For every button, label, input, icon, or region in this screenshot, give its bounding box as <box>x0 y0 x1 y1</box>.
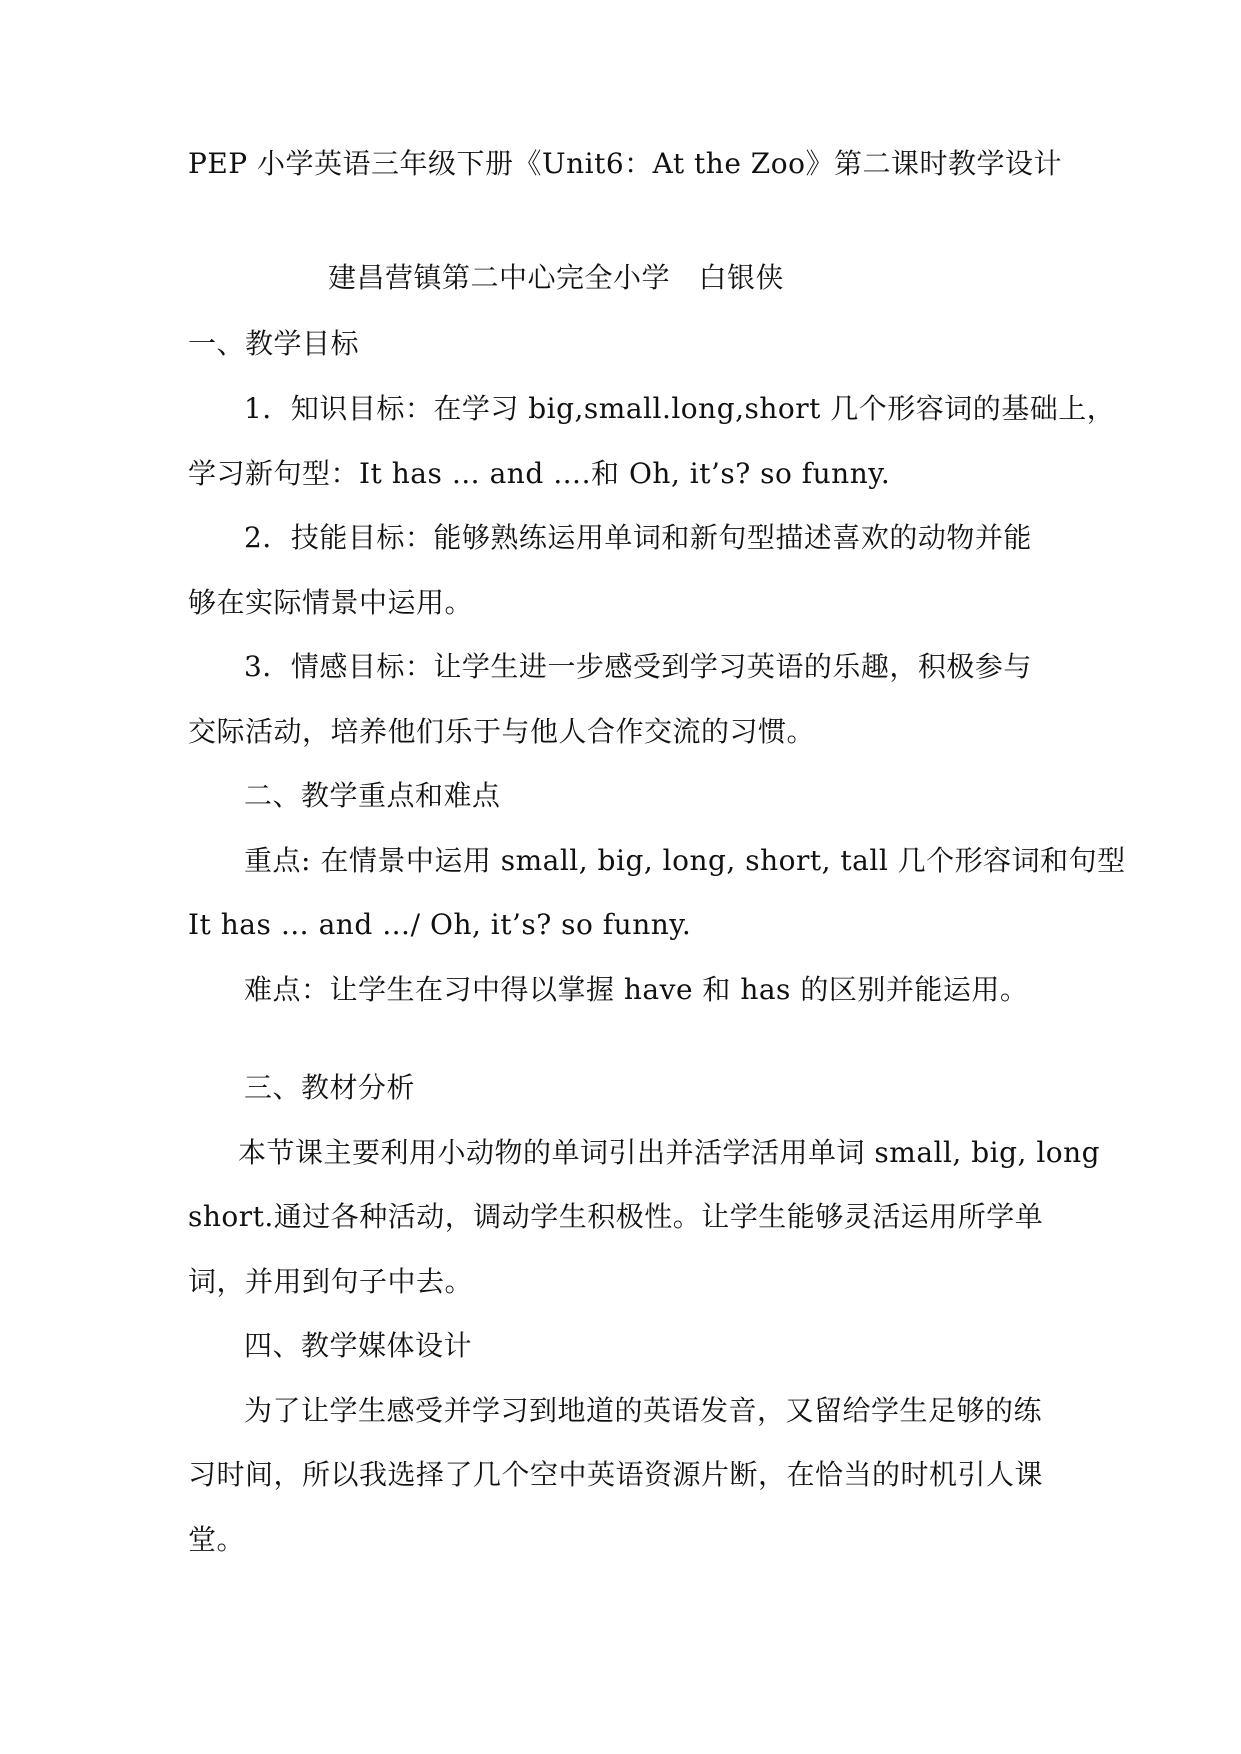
media-line-1: 为了让学生感受并学习到地道的英语发音，又留给学生足够的练 <box>244 1394 1043 1427</box>
author-line: 建昌营镇第二中心完全小学 白银侠 <box>328 261 785 294</box>
section-heading-media-design: 四、教学媒体设计 <box>244 1329 473 1362</box>
media-line-2: 习时间，所以我选择了几个空中英语资源片断，在恰当的时机引人课 <box>188 1458 1044 1491</box>
emotion-goal-line-2: 交际活动，培养他们乐于与他人合作交流的习惯。 <box>188 715 816 748</box>
media-line-3: 堂。 <box>188 1523 246 1556</box>
analysis-line-2: short.通过各种活动，调动学生积极性。让学生能够灵活运用所学单 <box>188 1200 1044 1233</box>
section-heading-key-points: 二、教学重点和难点 <box>244 779 501 812</box>
difficulty-line: 难点：让学生在习中得以掌握 have 和 has 的区别并能运用。 <box>244 973 1029 1006</box>
document-title: PEP 小学英语三年级下册《Unit6：At the Zoo》第二课时教学设计 <box>188 147 1062 180</box>
skill-goal-line-1: 2．技能目标：能够熟练运用单词和新句型描述喜欢的动物并能 <box>244 521 1032 554</box>
key-point-line-2: It has … and …/ Oh, it’s? so funny. <box>188 908 692 941</box>
skill-goal-line-2: 够在实际情景中运用。 <box>188 586 474 619</box>
knowledge-goal-line-1: 1．知识目标：在学习 big,small.long,short 几个形容词的基础上， <box>244 392 1116 425</box>
analysis-line-3: 词，并用到句子中去。 <box>188 1265 474 1298</box>
emotion-goal-line-1: 3．情感目标：让学生进一步感受到学习英语的乐趣，积极参与 <box>244 650 1032 683</box>
key-point-line-1: 重点: 在情景中运用 small, big, long, short, tall 几个形容词和句型 <box>244 844 1126 877</box>
analysis-line-1: 本节课主要利用小动物的单词引出并活学活用单词 small, big, long <box>238 1136 1101 1169</box>
knowledge-goal-line-2: 学习新句型：It has … and ….和 Oh, it’s? so funny. <box>188 457 891 490</box>
section-heading-material-analysis: 三、教材分析 <box>244 1071 416 1104</box>
section-heading-teaching-goals: 一、教学目标 <box>188 327 360 360</box>
